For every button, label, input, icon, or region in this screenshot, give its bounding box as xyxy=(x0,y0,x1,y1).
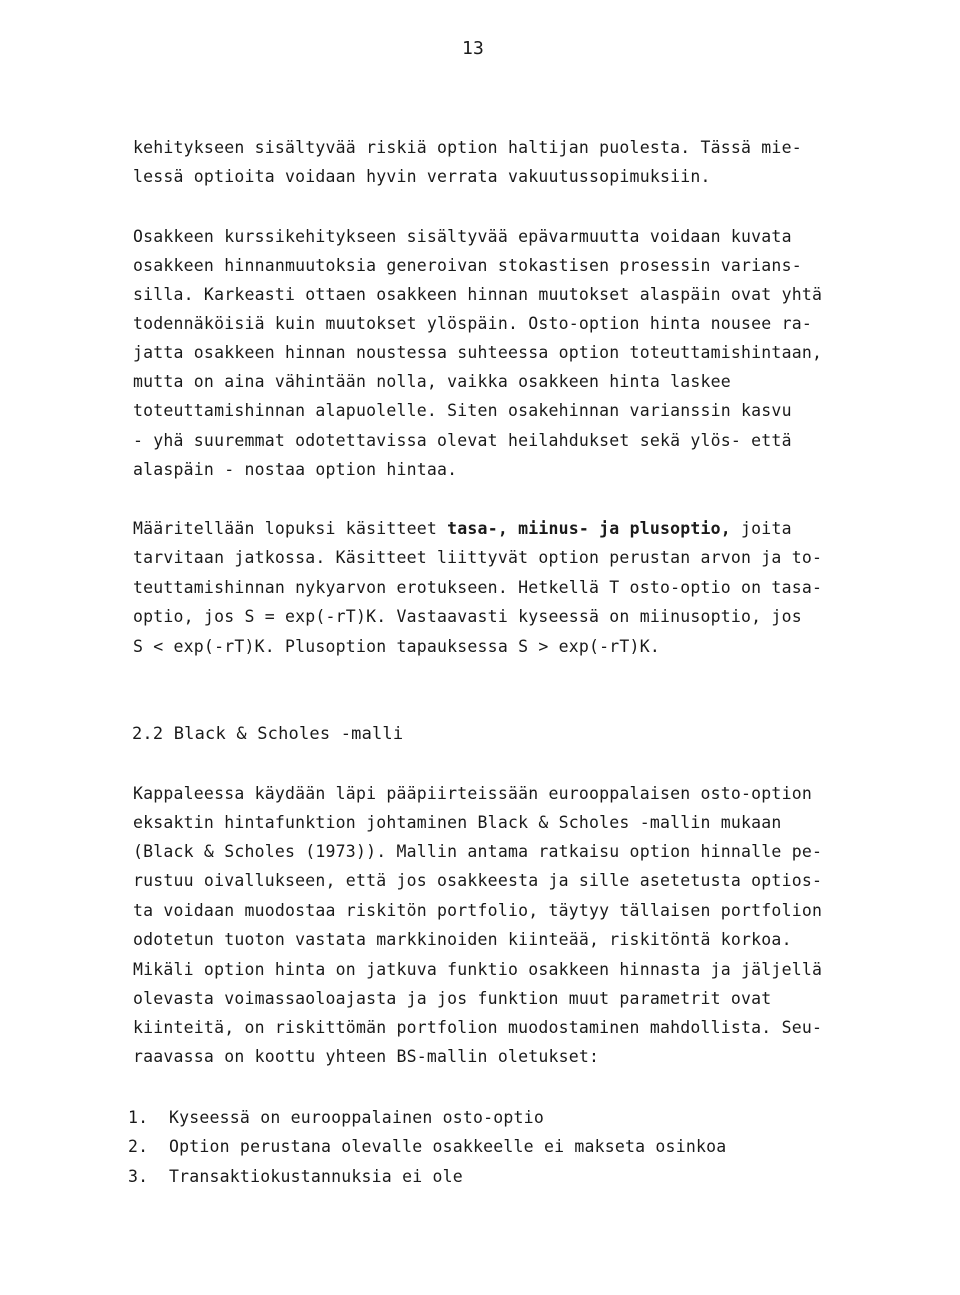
paragraph-line: kehitykseen sisältyvää riskiä option haltijan puolesta. Tässä mie- xyxy=(133,138,802,157)
paragraph-line: tarvitaan jatkossa. Käsitteet liittyvät option perustan arvon ja to- xyxy=(133,548,823,567)
list-number: 3. xyxy=(128,1167,149,1186)
paragraph-line: Mikäli option hinta on jatkuva funktio osakkeen hinnasta ja jäljellä xyxy=(133,960,823,979)
page-number: 13 xyxy=(462,38,485,59)
paragraph-line: eksaktin hintafunktion johtaminen Black & Scholes -mallin mukaan xyxy=(133,813,782,832)
section-heading: 2.2 Black & Scholes -malli xyxy=(132,724,404,744)
paragraph-line: teuttamishinnan nykyarvon erotukseen. Hetkellä T osto-optio on tasa- xyxy=(133,578,823,597)
list-text: Transaktiokustannuksia ei ole xyxy=(169,1167,463,1186)
paragraph-line: Kappaleessa käydään läpi pääpiirteissään eurooppalaisen osto-option xyxy=(133,784,812,803)
paragraph-line xyxy=(133,519,792,539)
paragraph-line: jatta osakkeen hinnan noustessa suhteessa option toteuttamishintaan, xyxy=(133,343,823,362)
list-text: Option perustana olevalle osakkeelle ei makseta osinkoa xyxy=(169,1137,727,1156)
list-item xyxy=(128,1137,726,1156)
list-number: 2. xyxy=(128,1137,149,1156)
paragraph-line: Osakkeen kurssikehitykseen sisältyvää epävarmuutta voidaan kuvata xyxy=(133,227,792,246)
text-run: joita xyxy=(730,519,792,538)
list-number: 1. xyxy=(128,1108,149,1127)
paragraph-line: alaspäin - nostaa option hintaa. xyxy=(133,460,458,479)
paragraph-line: silla. Karkeasti ottaen osakkeen hinnan muutokset alaspäin ovat yhtä xyxy=(133,285,823,304)
list-item xyxy=(128,1167,463,1186)
text-run: Määritellään lopuksi käsitteet xyxy=(133,519,448,538)
paragraph-line: (Black & Scholes (1973)). Mallin antama ratkaisu option hinnalle pe- xyxy=(133,842,823,861)
paragraph-line: todennäköisiä kuin muutokset ylöspäin. Osto-option hinta nousee ra- xyxy=(133,314,812,333)
paragraph-line: S < exp(-rT)K. Plusoption tapauksessa S > exp(-rT)K. xyxy=(133,637,660,656)
bold-terms: tasa-, miinus- ja plusoptio, xyxy=(447,519,731,538)
paragraph-line: rustuu oivallukseen, että jos osakkeesta ja sille asetetusta optios- xyxy=(133,871,823,890)
list-item xyxy=(128,1108,544,1127)
paragraph-line: optio, jos S = exp(-rT)K. Vastaavasti kyseessä on miinusoptio, jos xyxy=(133,607,802,626)
paragraph-line: lessä optioita voidaan hyvin verrata vakuutussopimuksiin. xyxy=(133,167,711,186)
paragraph-line: ta voidaan muodostaa riskitön portfolio, täytyy tällaisen portfolion xyxy=(133,901,823,920)
paragraph-line: osakkeen hinnanmuutoksia generoivan stokastisen prosessin varians- xyxy=(133,256,802,275)
paragraph-line: olevasta voimassaoloajasta ja jos funktion muut parametrit ovat xyxy=(133,989,772,1008)
paragraph-line: mutta on aina vähintään nolla, vaikka osakkeen hinta laskee xyxy=(133,372,731,391)
paragraph-line: toteuttamishinnan alapuolelle. Siten osakehinnan varianssin kasvu xyxy=(133,401,792,420)
paragraph-line: kiinteitä, on riskittömän portfolion muodostaminen mahdollista. Seu- xyxy=(133,1018,823,1037)
list-text: Kyseessä on eurooppalainen osto-optio xyxy=(169,1108,544,1127)
paragraph-line: raavassa on koottu yhteen BS-mallin oletukset: xyxy=(133,1047,600,1066)
paragraph-line: odotetun tuoton vastata markkinoiden kiinteää, riskitöntä korkoa. xyxy=(133,930,792,949)
paragraph-line: - yhä suuremmat odotettavissa olevat heilahdukset sekä ylös- että xyxy=(133,431,792,450)
